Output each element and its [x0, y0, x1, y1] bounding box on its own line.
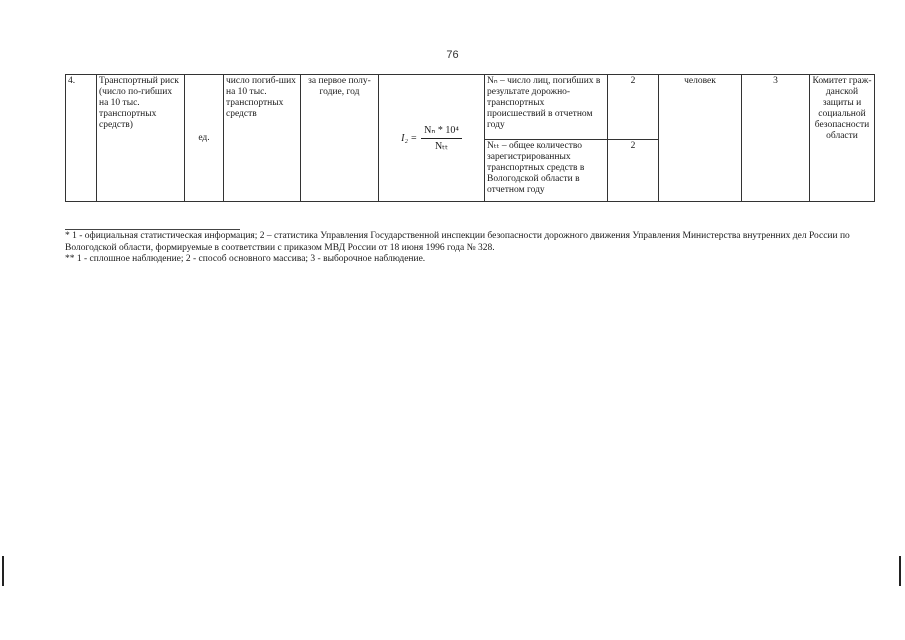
measure-cell: человек — [659, 75, 742, 202]
footnote-2: ** 1 - сплошное наблюдение; 2 - способ основного массива; 3 - выборочное наблюдение. — [65, 254, 426, 264]
footnotes — [65, 231, 855, 266]
footnote-1: * 1 - официальная статистическая информация; 2 – статистика Управления Государственной инспекции безопасности дорожного движения Управления Министерства внутренних дел России по Вологодской области, формируемые в соответствии с приказом МВД России от 18 июня 1996 года № 328. — [65, 231, 850, 253]
indicator-name: Транспортный риск (число по-гибших на 10 тыс. транспортных средств) — [97, 75, 185, 202]
responsible-cell: Комитет граж-данской защиты и социальной безопасности области — [810, 75, 875, 202]
footnote-separator — [65, 229, 240, 230]
period-cell: за первое полу-годие, год — [301, 75, 379, 202]
scan-edge-mark-left — [2, 556, 4, 586]
unit-cell: ед. — [185, 75, 224, 202]
variable-desc-2: Nₜₜ – общее количество зарегистрированных транспортных средств в Вологодской области в отчетном году — [485, 140, 608, 202]
formula-cell — [379, 75, 485, 202]
scan-edge-mark-right — [899, 556, 901, 586]
indicator-table — [65, 74, 875, 202]
formula — [401, 125, 462, 152]
page-number: 76 — [446, 49, 459, 61]
formula-numerator: Nₙ * 10⁴ — [421, 125, 462, 139]
variable-code-2: 2 — [608, 140, 659, 202]
formula-fraction — [421, 125, 462, 152]
formula-lhs: I₂ = — [401, 132, 418, 144]
variable-desc-1: Nₙ – число лиц, погибших в результате дорожно-транспортных происшествий в отчетном году — [485, 75, 608, 140]
formula-denominator: Nₜₜ — [434, 140, 449, 152]
table-row — [66, 75, 875, 140]
variable-code-1: 2 — [608, 75, 659, 140]
row-number: 4. — [66, 75, 97, 202]
definition-cell: число погиб-ших на 10 тыс. транспортных средств — [224, 75, 301, 202]
method-cell: 3 — [742, 75, 810, 202]
